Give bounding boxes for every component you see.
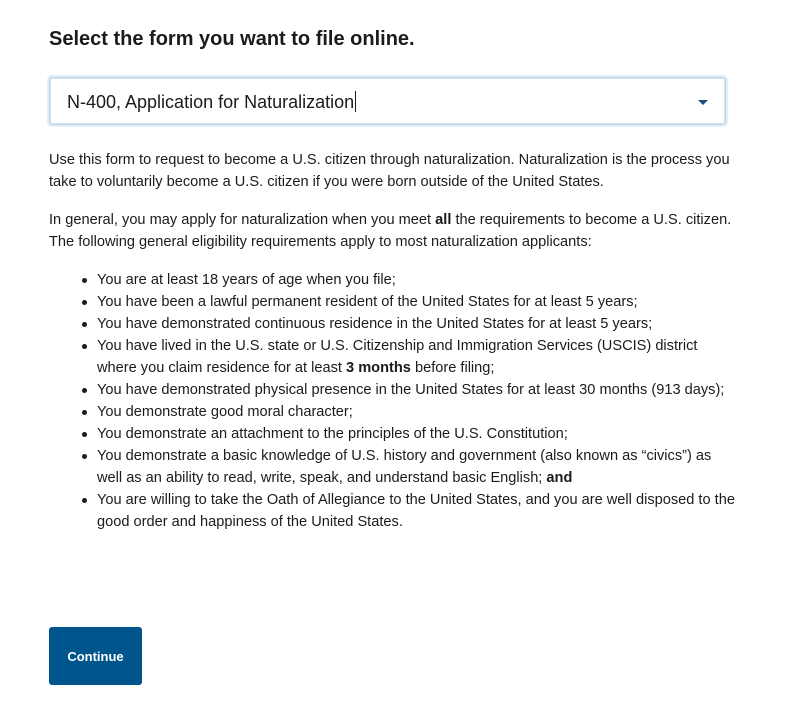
requirement-emphasis: and [546, 470, 573, 486]
requirement-item [97, 269, 739, 291]
form-description: Use this form to request to become a U.S. citizen through naturalization. Naturalization is the process you take to voluntarily become a U.S. citizen if you were born outside of the United States. [49, 152, 730, 190]
requirement-item [97, 423, 739, 445]
requirement-text: You are willing to take the Oath of Allegiance to the United States, and you are well disposed to the good order and happiness of the United States. [97, 492, 735, 530]
requirement-item [97, 291, 739, 313]
requirement-item [97, 379, 739, 401]
selected-form-text: N-400, Application for Naturalization [67, 92, 355, 112]
requirement-item [97, 445, 739, 489]
eligibility-intro-emphasis: all [435, 212, 452, 228]
requirement-text: You demonstrate an attachment to the principles of the U.S. Constitution; [97, 426, 568, 442]
requirement-text: You have demonstrated physical presence in the United States for at least 30 months (913 days); [97, 382, 725, 398]
text-cursor [355, 91, 356, 112]
requirement-item [97, 401, 739, 423]
requirement-item [97, 489, 739, 533]
chevron-down-icon[interactable] [698, 100, 708, 105]
requirement-text: You have lived in the U.S. state or U.S. Citizenship and Immigration Services (USCIS) district where you claim residence for at least [97, 338, 698, 376]
requirement-text: You demonstrate a basic knowledge of U.S. history and government (also known as “civics”) as well as an ability to read, write, speak, and understand basic English; [97, 448, 712, 486]
requirement-text: You have been a lawful permanent resident of the United States for at least 5 years; [97, 294, 638, 310]
continue-button[interactable]: Continue [49, 627, 142, 685]
eligibility-intro-end: the requirements to become a U.S. citizen. The following general eligibility requirements apply to most naturalization applicants: [49, 212, 732, 250]
page-title: Select the form you want to file online. [49, 28, 415, 50]
requirement-item [97, 335, 739, 379]
eligibility-intro [49, 209, 739, 253]
form-type-select[interactable] [49, 77, 726, 125]
eligibility-intro-start: In general, you may apply for naturalization when you meet [49, 212, 436, 228]
requirement-text-end: before filing; [410, 360, 495, 376]
requirement-text: You have demonstrated continuous residence in the United States for at least 5 years; [97, 316, 653, 332]
eligibility-requirements-list [49, 269, 739, 533]
requirement-text: You demonstrate good moral character; [97, 404, 353, 420]
selected-form-value [67, 91, 356, 113]
requirement-item [97, 313, 739, 335]
requirement-text: You are at least 18 years of age when you file; [97, 272, 396, 288]
requirement-emphasis: 3 months [346, 360, 411, 376]
